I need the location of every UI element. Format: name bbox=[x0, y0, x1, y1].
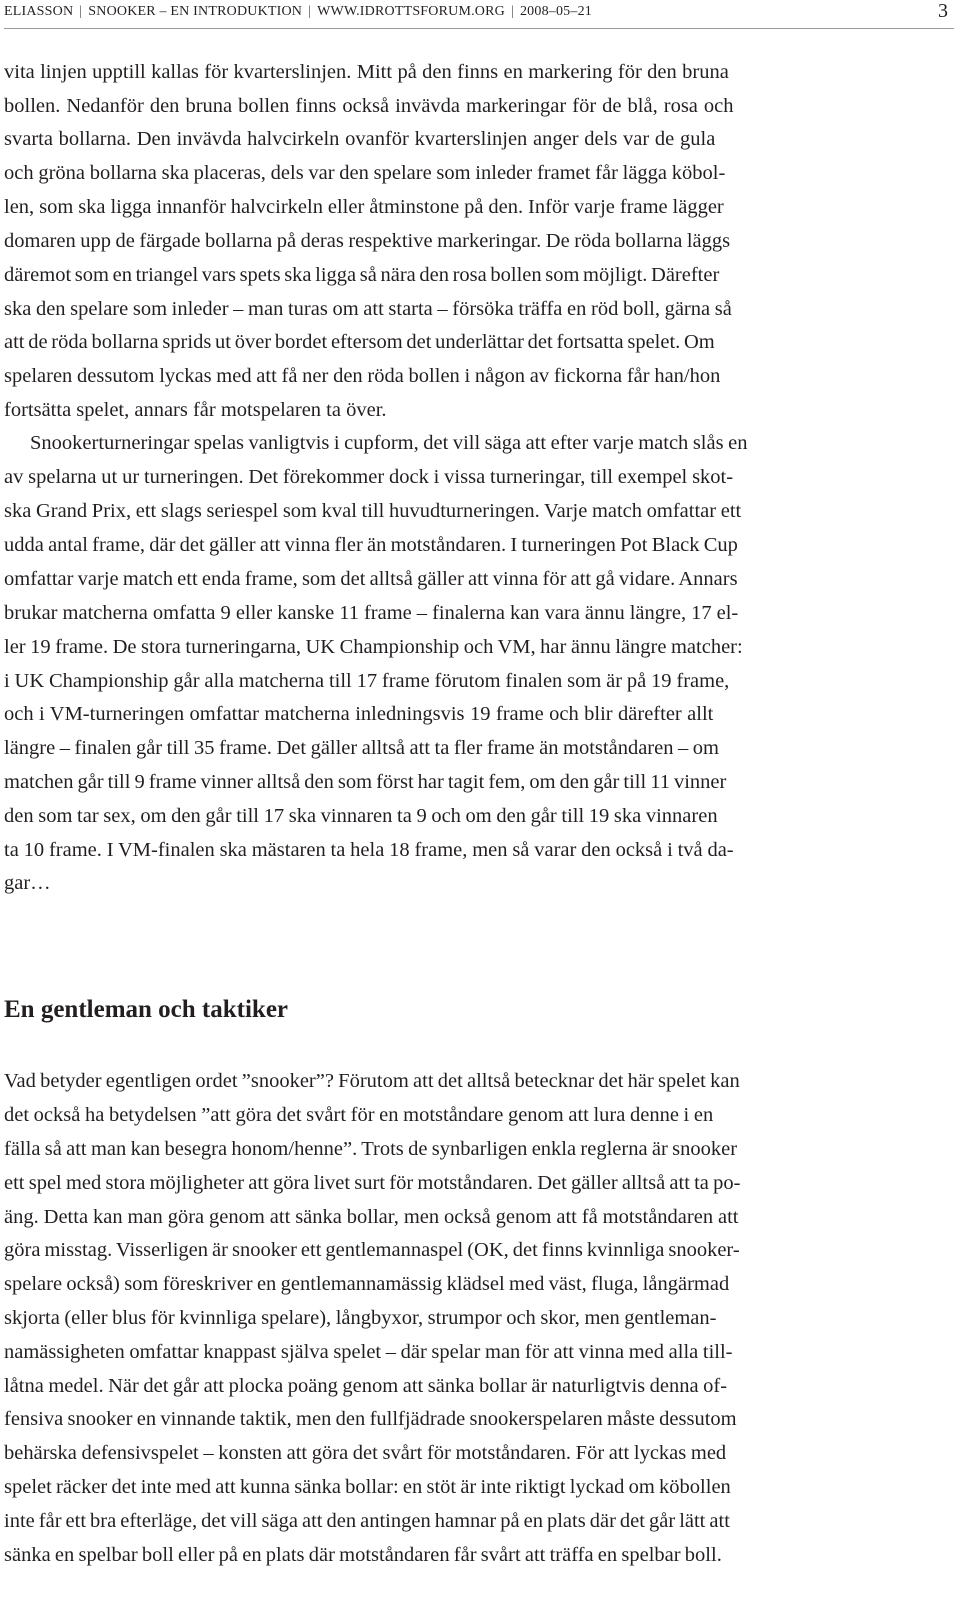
text-line: svarta bollarna. Den invävda halvcirkeln ovanför kvarterslinjen anger dels var de gula bbox=[4, 128, 716, 150]
text-line: och gröna bollarna ska placeras, dels var den spelare som inleder framet får lägga köbol- bbox=[4, 162, 726, 184]
text-line: av spelarna ut ur turneringen. Det förekommer dock i vissa turneringar, till exempel skot- bbox=[4, 466, 734, 488]
text-line: ett spel med stora möjligheter att göra livet surt för motståndaren. Det gäller alltså att ta po- bbox=[4, 1172, 741, 1194]
text-line: låtna medel. När det går att plocka poäng genom att sänka bollar är naturligtvis denna of- bbox=[4, 1375, 728, 1397]
text-line: äng. Detta kan man göra genom att sänka bollar, men också genom att få motståndaren att bbox=[4, 1206, 739, 1228]
text-line: gar… bbox=[4, 872, 51, 894]
text-line: behärska defensivspelet – konsten att göra det svårt för motståndaren. För att lyckas med bbox=[4, 1442, 727, 1464]
text-line: längre – finalen går till 35 frame. Det gäller alltså att ta fler frame än motståndaren – om bbox=[4, 737, 719, 759]
publication-date: 2008–05–21 bbox=[519, 4, 592, 19]
text-line: spelare också) som föreskriver en gentlemannamässig klädsel med väst, fluga, långärmad bbox=[4, 1273, 730, 1295]
author-name: ELIASSON bbox=[4, 4, 74, 19]
running-head bbox=[4, 0, 954, 29]
text-line: i UK Championship går alla matcherna till 17 frame förutom finalen som är på 19 frame, bbox=[4, 670, 730, 692]
text-line: omfattar varje match ett enda frame, som det alltså gäller att vinna för att gå vidare. Annars bbox=[4, 568, 738, 590]
text-line: sänka en spelbar boll eller på en plats där motståndaren får svårt att träffa en spelbar boll. bbox=[4, 1544, 722, 1566]
text-line: ska Grand Prix, ett slags seriespel som kval till huvudturneringen. Varje match omfattar ett bbox=[4, 500, 742, 522]
text-line: att de röda bollarna sprids ut över bordet eftersom det underlättar det fortsatta spelet. Om bbox=[4, 331, 715, 353]
text-line: bollen. Nedanför den bruna bollen finns också invävda markeringar för de blå, rosa och bbox=[4, 95, 734, 117]
text-line: och i VM-turneringen omfattar matcherna inledningsvis 19 frame och blir därefter allt bbox=[4, 703, 714, 725]
text-line: däremot som en triangel vars spets ska ligga så nära den rosa bollen som möjligt. Därefter bbox=[4, 264, 720, 286]
text-line: vita linjen upptill kallas för kvarterslinjen. Mitt på den finns en markering för den bruna bbox=[4, 61, 729, 83]
text-line: spelaren dessutom lyckas med att få ner den röda bollen i någon av fickorna får han/hon bbox=[4, 365, 721, 387]
running-head-text: ELIASSON | SNOOKER – EN INTRODUKTION | WWW.IDROTTSFORUM.ORG | 2008–05–21 bbox=[4, 4, 592, 19]
text-line: göra misstag. Visserligen är snooker ett gentlemannaspel (OK, det finns kvinnliga snooker- bbox=[4, 1239, 740, 1261]
text-line: brukar matcherna omfatta 9 eller kanske 11 frame – finalerna kan vara ännu längre, 17 el- bbox=[4, 602, 739, 624]
text-line: ta 10 frame. I VM-finalen ska mästaren ta hela 18 frame, men så varar den också i två da- bbox=[4, 839, 734, 861]
text-line: fortsätta spelet, annars får motspelaren ta över. bbox=[4, 399, 387, 421]
text-line: domaren upp de färgade bollarna på deras respektive markeringar. De röda bollarna läggs bbox=[4, 230, 731, 252]
section-heading: En gentleman och taktiker bbox=[4, 996, 289, 1023]
text-line: skjorta (eller blus för kvinnliga spelare), långbyxor, strumpor och skor, men gentleman- bbox=[4, 1307, 717, 1329]
text-line: det också ha betydelsen ”att göra det svårt för en motståndare genom att lura denne i en bbox=[4, 1104, 714, 1126]
text-line: fälla så att man kan besegra honom/henne”. Trots de synbarligen enkla reglerna är snooker bbox=[4, 1138, 738, 1160]
text-line: den som tar sex, om den går till 17 ska vinnaren ta 9 och om den går till 19 ska vinnaren bbox=[4, 805, 718, 827]
document-title: SNOOKER – EN INTRODUKTION bbox=[88, 4, 303, 19]
text-line: ska den spelare som inleder – man turas om att starta – försöka träffa en röd boll, gärna så bbox=[4, 298, 732, 320]
text-line: fensiva snooker en vinnande taktik, men den fullfjädrade snookerspelaren måste dessutom bbox=[4, 1408, 737, 1430]
text-line: namässigheten omfattar knappast själva spelet – där spelar man för att vinna med alla till- bbox=[4, 1341, 733, 1363]
text-line: spelet räcker det inte med att kunna sänka bollar: en stöt är inte riktigt lyckad om köbollen bbox=[4, 1476, 731, 1498]
text-line: len, som ska ligga innanför halvcirkeln eller åtminstone på den. Inför varje frame lägger bbox=[4, 196, 724, 218]
text-line: Vad betyder egentligen ordet ”snooker”? Förutom att det alltså betecknar det här spelet kan bbox=[4, 1070, 740, 1092]
page-number: 3 bbox=[938, 0, 948, 22]
site-url: WWW.IDROTTSFORUM.ORG bbox=[317, 4, 505, 19]
text-line: inte får ett bra efterläge, det vill säga att den antingen hamnar på en plats där det går lätt att bbox=[4, 1510, 730, 1532]
text-line: udda antal frame, där det gäller att vinna fler än motståndaren. I turneringen Pot Black Cup bbox=[4, 534, 738, 556]
text-line: Snookerturneringar spelas vanligtvis i cupform, det vill säga att efter varje match slås en bbox=[30, 432, 748, 454]
text-line: matchen går till 9 frame vinner alltså den som först har tagit fem, om den går till 11 vinner bbox=[4, 771, 727, 793]
text-line: ler 19 frame. De stora turneringarna, UK Championship och VM, har ännu längre matcher: bbox=[4, 636, 743, 658]
